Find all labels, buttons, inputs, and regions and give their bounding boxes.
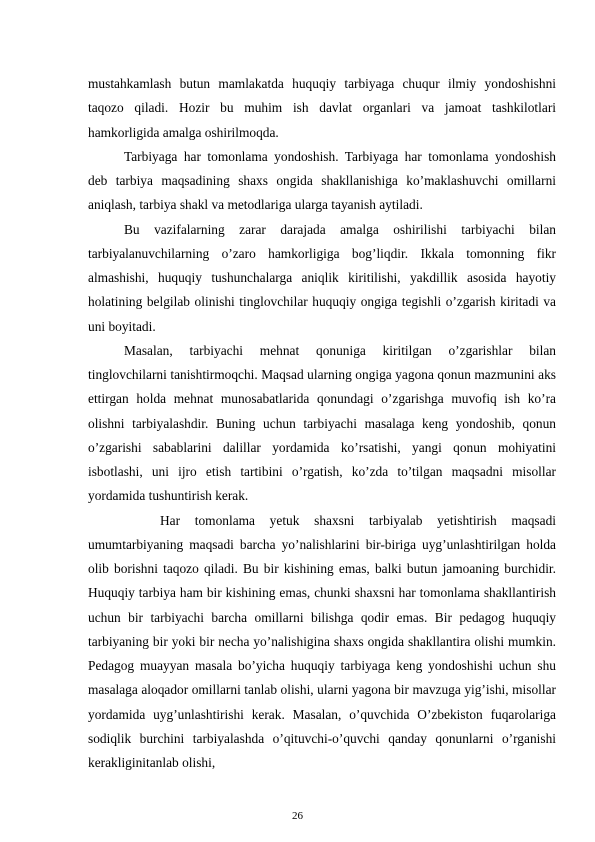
page-number: 26 [292, 810, 303, 822]
document-page [88, 72, 556, 775]
paragraph-labor-law-example: Masalan, tarbiyachi mehnat qonuniga kiritilgan o’zgarishlar bilan tinglovchilarni tanishtirmoqchi. Maqsad ularning ongiga yagona qonun mazmunini aks ettirgan holda mehnat munosabatlarida qonundagi o’zgarishga muvofiq ish ko’ra olishni tarbiyalashdir. Buning uchun tarbiyachi masalaga keng yondoshib, qonun o’zgarishi sabablarini dalillar yordamida ko’rsatishi, yangi qonun mohiyatini isbotlashi, uni ijro etish tartibini o’rgatish, ko’zda to’tilgan maqsadni misollar yordamida tushuntirish kerak. [88, 342, 556, 504]
paragraph-continuation: mustahkamlash butun mamlakatda huquqiy tarbiyaga chuqur ilmiy yondoshishni taqozo qiladi. Hozir bu muhim ish davlat organlari va jamoat tashkilotlari hamkorligida amalga oshirilmoqda. [88, 76, 556, 140]
paragraph-cooperation: Bu vazifalarning zarar darajada amalga oshirilishi tarbiyachi bilan tarbiyalanuvchilarning o’zaro hamkorligiga bog’liqdir. Ikkala tomonning fikr almashishi, huquqiy tushunchalarga aniqlik kiritilishi, yakdillik asosida hayotiy holatining belgilab olinishi tinglovchilar huquqiy ongiga tegishli o’zgarish kiritadi va uni boyitadi. [88, 221, 556, 334]
paragraph-comprehensive-approach: Tarbiyaga har tomonlama yondoshish. Tarbiyaga har tomonlama yondoshish deb tarbiya maqsadining shaxs ongida shakllanishiga ko’maklashuvchi omillarni aniqlash, tarbiya shakl va metodlariga ularga tayanish aytiladi. [88, 148, 556, 213]
paragraph-well-rounded-person: Har tomonlama yetuk shaxsni tarbiyalab yetishtirish maqsadi umumtarbiyaning maqsadi barcha yo’nalishlarini bir-biriga uyg’unlashtirilgan holda olib borishni taqozo qiladi. Bu bir kishining emas, balki butun jamoaning burchidir. Huquqiy tarbiya ham bir kishining emas, chunki shaxsni har tomonlama shakllantirish uchun bir tarbiyachi barcha omillarni bilishga qodir emas. Bir pedagog huquqiy tarbiyaning bir yoki bir necha yo’nalishigina shaxs ongida shakllantira olishi mumkin. Pedagog muayyan masala bo’yicha huquqiy tarbiyaga keng yondoshishi uchun shu masalaga aloqador omillarni tanlab olishi, ularni yagona bir mavzuga yig’ishi, misollar yordamida uyg’unlashtirishi kerak. Masalan, o’quvchida O’zbekiston fuqarolariga sodiqlik burchini tarbiyalashda o’qituvchi-o’quvchi qanday qonunlarni o’rganishi kerakliginitanlab olishi, [88, 512, 556, 770]
